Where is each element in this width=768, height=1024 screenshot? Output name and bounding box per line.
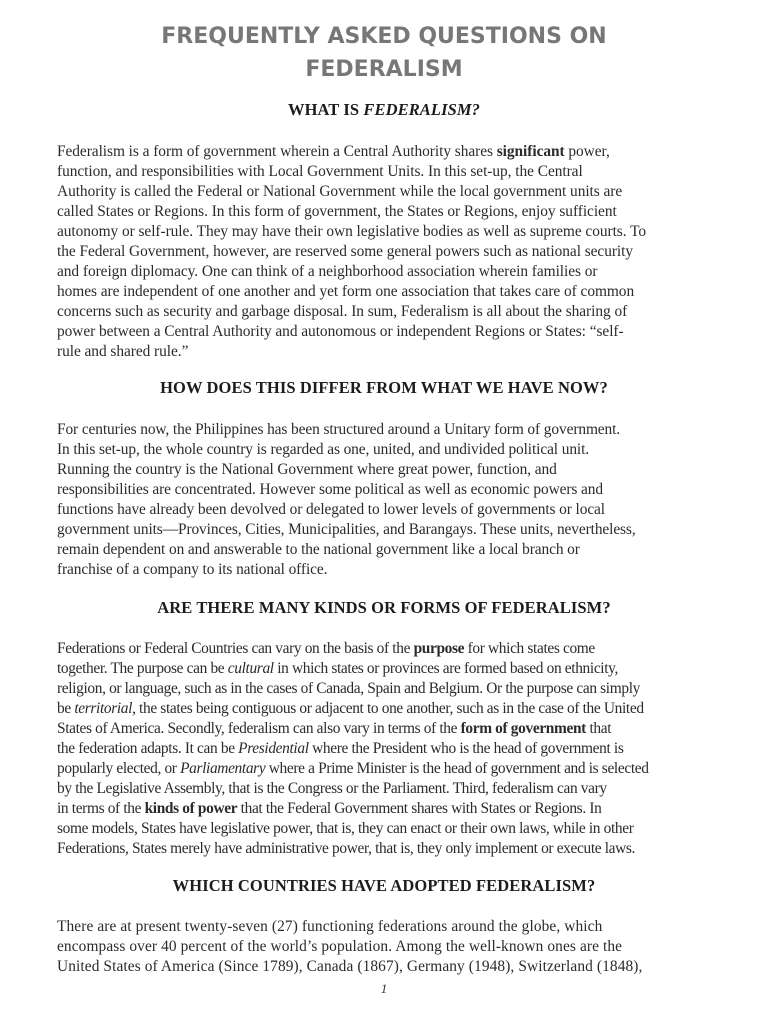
- paragraph-line: There are at present twenty-seven (27) functioning federations around the globe, which: [57, 918, 603, 935]
- paragraph-line: the Federal Government, however, are reserved some general powers such as national security: [57, 243, 634, 260]
- paragraph-what-is-federalism: [57, 142, 707, 362]
- paragraph-which-countries: [57, 917, 707, 977]
- paragraph-line: Federations or Federal Countries can vary on the basis of the purpose for which states come: [57, 640, 595, 657]
- paragraph-line: popularly elected, or Parliamentary where a Prime Minister is the head of government and is selected: [57, 760, 649, 777]
- paragraph-kinds-of-federalism: [57, 639, 707, 859]
- paragraph-line: and foreign diplomacy. One can think of a neighborhood association wherein families or: [57, 263, 598, 280]
- paragraph-line: function, and responsibilities with Local Government Units. In this set-up, the Central: [57, 163, 583, 180]
- paragraph-line: rule and shared rule.”: [57, 343, 189, 360]
- heading-emphasis: FEDERALISM?: [363, 100, 481, 119]
- paragraph-line: Running the country is the National Government where great power, function, and: [57, 461, 557, 478]
- paragraph-line: be territorial, the states being contiguous or adjacent to one another, such as in the case of the United: [57, 700, 644, 717]
- heading-text: WHICH COUNTRIES HAVE ADOPTED FEDERALISM?: [172, 876, 596, 895]
- page-title: [0, 20, 768, 86]
- section-heading-which-countries: [0, 876, 768, 896]
- paragraph-line: encompass over 40 percent of the world’s population. Among the well-known ones are the: [57, 938, 623, 955]
- paragraph-line: In this set-up, the whole country is regarded as one, united, and undivided political unit.: [57, 441, 590, 458]
- paragraph-line: Federations, States merely have administrative power, that is, they only implement or execute laws.: [57, 840, 636, 857]
- italic-text: Parliamentary: [180, 760, 266, 777]
- paragraph-line: For centuries now, the Philippines has been structured around a Unitary form of government.: [57, 421, 621, 438]
- heading-text: ARE THERE MANY KINDS OR FORMS OF FEDERALISM?: [157, 598, 611, 617]
- italic-text: cultural: [227, 660, 274, 677]
- paragraph-line: Federalism is a form of government wherein a Central Authority shares significant power,: [57, 143, 610, 160]
- paragraph-how-does-this-differ: [57, 420, 707, 580]
- paragraph-line: called States or Regions. In this form of government, the States or Regions, enjoy sufficient: [57, 203, 617, 220]
- paragraph-line: together. The purpose can be cultural in which states or provinces are formed based on ethnicity,: [57, 660, 618, 677]
- heading-text: HOW DOES THIS DIFFER FROM WHAT WE HAVE NOW?: [160, 378, 608, 397]
- paragraph-line: functions have already been devolved or delegated to lower levels of governments or local: [57, 501, 605, 518]
- paragraph-line: the federation adapts. It can be Presidential where the President who is the head of government is: [57, 740, 624, 757]
- bold-text: purpose: [413, 640, 465, 657]
- paragraph-line: United States of America (Since 1789), Canada (1867), Germany (1948), Switzerland (1848),: [57, 958, 643, 975]
- page-number: 1: [380, 981, 388, 996]
- bold-text: significant: [496, 143, 565, 160]
- paragraph-line: religion, or language, such as in the cases of Canada, Spain and Belgium. Or the purpose can simply: [57, 680, 640, 697]
- italic-text: Presidential: [238, 740, 309, 757]
- section-heading-how-does-this-differ: [0, 378, 768, 398]
- paragraph-line: remain dependent on and answerable to the national government like a local branch or: [57, 541, 580, 558]
- paragraph-line: concerns such as security and garbage disposal. In sum, Federalism is all about the sharing of: [57, 303, 628, 320]
- paragraph-line: power between a Central Authority and autonomous or independent Regions or States: “self-: [57, 323, 624, 340]
- bold-text: form of government: [460, 720, 586, 737]
- section-heading-what-is-federalism: [0, 100, 768, 120]
- paragraph-line: in terms of the kinds of power that the Federal Government shares with States or Regions. In: [57, 800, 602, 817]
- paragraph-line: franchise of a company to its national office.: [57, 561, 328, 578]
- page-title-line-2: FEDERALISM: [305, 57, 463, 82]
- paragraph-line: homes are independent of one another and yet form one association that takes care of common: [57, 283, 635, 300]
- paragraph-line: Authority is called the Federal or National Government while the local government units are: [57, 183, 623, 200]
- paragraph-line: autonomy or self-rule. They may have their own legislative bodies as well as supreme courts. To: [57, 223, 646, 240]
- page-title-line-1: FREQUENTLY ASKED QUESTIONS ON: [161, 24, 607, 49]
- bold-text: kinds of power: [144, 800, 238, 817]
- section-heading-kinds-of-federalism: [0, 598, 768, 618]
- paragraph-line: responsibilities are concentrated. However some political as well as economic powers and: [57, 481, 603, 498]
- heading-text: WHAT IS: [287, 100, 364, 119]
- italic-text: territorial: [74, 700, 133, 717]
- paragraph-line: States of America. Secondly, federalism can also vary in terms of the form of government that: [57, 720, 612, 737]
- paragraph-line: some models, States have legislative power, that is, they can enact or their own laws, while in other: [57, 820, 634, 837]
- paragraph-line: by the Legislative Assembly, that is the Congress or the Parliament. Third, federalism can vary: [57, 780, 607, 797]
- paragraph-line: government units—Provinces, Cities, Municipalities, and Barangays. These units, nevertheless,: [57, 521, 636, 538]
